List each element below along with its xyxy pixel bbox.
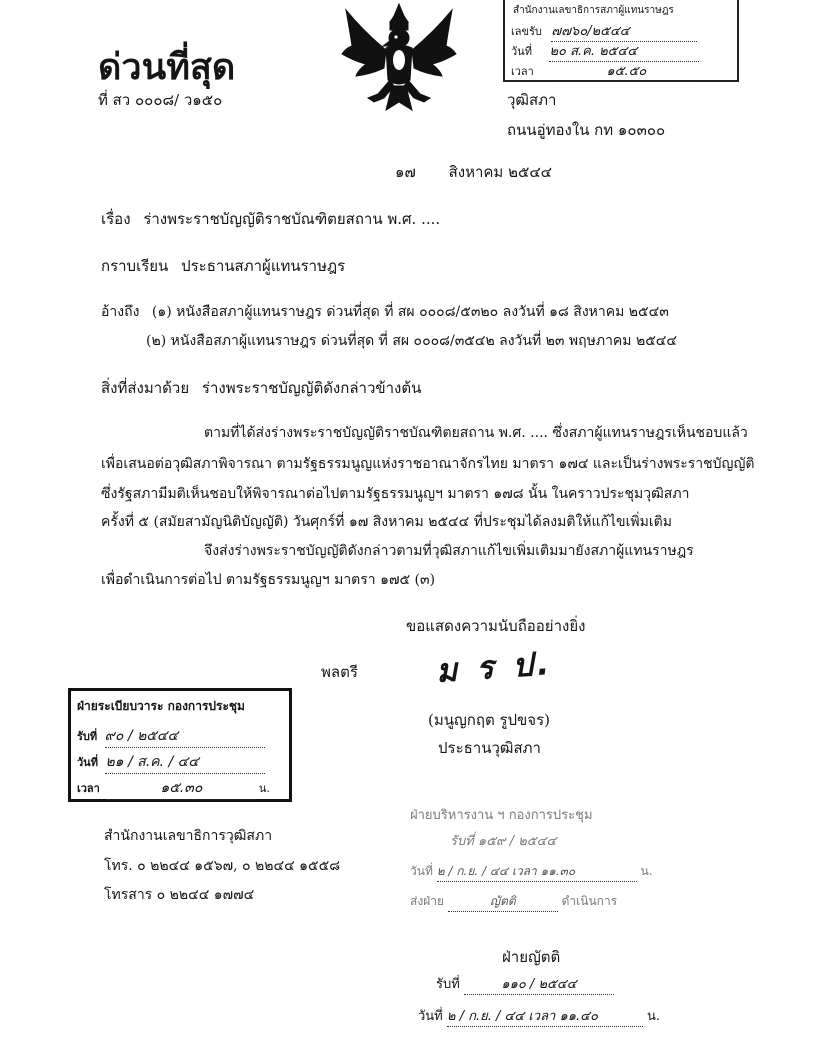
paragraph-1-line-4: ครั้งที่ ๕ (สมัยสามัญนิติบัญญัติ) วันศุกร์ที่ ๑๗ สิงหาคม ๒๕๔๔ ที่ประชุมได้ลงมติให้แก้ไขเพิ่มเติม (101, 514, 672, 530)
stamp-value: ๒๑ / ส.ค. / ๔๔ (105, 751, 265, 774)
stamp-label: เลขรับ (511, 25, 542, 38)
stamp-value: ๗๗๖๐/๒๕๔๔ (551, 20, 697, 42)
stamp-label: วันที่ (77, 756, 98, 769)
salutation-text: ประธานสภาผู้แทนราษฎร (181, 257, 346, 275)
stamp-value: ๑๑๐ / ๒๕๔๔ (464, 973, 614, 995)
letter-date (395, 160, 552, 184)
stamp-title: ฝ่ายระเบียบวาระ กองการประชุม (77, 699, 245, 713)
paragraph-2-line-2: เพื่อดำเนินการต่อไป ตามรัฐธรรมนูญฯ มาตรา ๑๗๕ (๓) (101, 572, 436, 588)
salutation-line (101, 254, 345, 278)
stamp-value: ๑๕.๓๐ (107, 777, 255, 800)
stamp-value: ๑๕.๕๐ (551, 60, 701, 82)
paragraph-2-line-1: จึงส่งร่างพระราชบัญญัติดังกล่าวตามที่วุฒิสภาแก้ไขเพิ่มเติมมายังสภาผู้แทนราษฎร (204, 543, 694, 559)
paragraph-1-line-1: ตามที่ได้ส่งร่างพระราชบัญญัติราชบัณฑิตยสถาน พ.ศ. .... ซึ่งสภาผู้แทนราษฎรเห็นชอบแล้ว (204, 425, 748, 441)
enclosure-label: สิ่งที่ส่งมาด้วย (101, 379, 190, 397)
date-month-year: สิงหาคม ๒๕๔๔ (448, 163, 553, 181)
office-phone: โทร. ๐ ๒๒๔๔ ๑๕๖๗, ๐ ๒๒๔๔ ๑๕๕๘ (104, 858, 341, 874)
received-stamp-secretariat (503, 0, 739, 82)
stamp-label: เวลา (77, 782, 100, 795)
stamp-title: ฝ่ายบริหารงาน ฯ กองการประชุม (410, 808, 593, 823)
stamp-suffix: ดำเนินการ (561, 894, 618, 908)
sender-address: ถนนอู่ทองใน กท ๑๐๓๐๐ (507, 121, 666, 139)
office-fax: โทรสาร ๐ ๒๒๔๔ ๑๗๗๔ (104, 887, 255, 903)
stamp-suffix: น. (640, 864, 653, 878)
reference-line-1 (101, 301, 669, 323)
signatory-position: ประธานวุฒิสภา (438, 739, 541, 757)
urgency-heading: ด่วนที่สุด (98, 47, 236, 88)
stamp-label: เวลา (511, 65, 534, 78)
enclosure-text: ร่างพระราชบัญญัติดังกล่าวข้างต้น (201, 379, 422, 397)
stamp-suffix: น. (647, 1009, 661, 1024)
faint-routing-stamp (406, 800, 666, 920)
stamp-title: สำนักงานเลขาธิการสภาผู้แทนราษฎร (513, 5, 674, 16)
subject-label: เรื่อง (101, 210, 131, 228)
closing-regards: ขอแสดงความนับถืออย่างยิ่ง (406, 617, 586, 635)
stamp-value: ๒๐ ส.ค. ๒๕๔๔ (549, 40, 699, 62)
stamp-line: รับที่ ๑๕๙ / ๒๕๔๔ (450, 834, 557, 849)
stamp-label: วันที่ (418, 1009, 443, 1024)
stamp-value: ๙๐ / ๒๕๔๔ (105, 725, 265, 748)
stamp-value: ๒ / ก.ย. / ๔๔ เวลา ๑๑.๔๐ (447, 1005, 643, 1027)
stamp-label: รับที่ (77, 730, 98, 743)
paragraph-1-line-2: เพื่อเสนอต่อวุฒิสภาพิจารณา ตามรัฐธรรมนูญแห่งราชอาณาจักรไทย มาตรา ๑๗๔ และเป็นร่างพระราชบัญญัติ (101, 456, 755, 472)
stamp-label: วันที่ (410, 864, 433, 878)
date-day: ๑๗ (395, 163, 416, 181)
office-name: สำนักงานเลขาธิการวุฒิสภา (104, 828, 273, 844)
handwritten-signature: ม ร ป. (434, 643, 555, 691)
garuda-emblem (338, 2, 460, 114)
stamp-label: ส่งฝ่าย (410, 894, 444, 908)
reference-1: (๑) หนังสือสภาผู้แทนราษฎร ด่วนที่สุด ที่ สผ ๐๐๐๘/๕๓๒๐ ลงวันที่ ๑๘ สิงหาคม ๒๕๔๓ (151, 304, 669, 320)
stamp-value: ๒ / ก.ย. / ๔๔ เวลา ๑๑.๓๐ (437, 862, 637, 882)
signatory-rank: พลตรี (321, 663, 358, 681)
reference-line-2: (๒) หนังสือสภาผู้แทนราษฎร ด่วนที่สุด ที่ สผ ๐๐๐๘/๓๕๔๒ ลงวันที่ ๒๓ พฤษภาคม ๒๕๔๔ (146, 333, 677, 349)
document-number: ที่ สว ๐๐๐๘/ ว๑๕๐ (98, 91, 223, 109)
sender-organization: วุฒิสภา (507, 91, 557, 109)
stamp-suffix: น. (258, 782, 270, 795)
motion-stamp-title: ฝ่ายญัตติ (502, 948, 561, 966)
salutation-label: กราบเรียน (101, 257, 169, 275)
subject-text: ร่างพระราชบัญญัติราชบัณฑิตยสถาน พ.ศ. .... (143, 210, 441, 228)
reference-label: อ้างถึง (101, 304, 140, 320)
subject-line (101, 207, 440, 231)
stamp-value: ญัตติ (448, 892, 558, 912)
signatory-name: (มนูญกฤต รูปขจร) (428, 711, 550, 729)
meeting-agenda-stamp (68, 688, 292, 802)
paragraph-1-line-3: ซึ่งรัฐสภามีมติเห็นชอบให้พิจารณาต่อไปตามรัฐธรรมนูญฯ มาตรา ๑๗๘ นั้น ในคราวประชุมวุฒิสภา (101, 486, 690, 502)
enclosure-line (101, 376, 421, 400)
stamp-label: รับที่ (436, 977, 460, 992)
stamp-label: วันที่ (511, 45, 532, 58)
